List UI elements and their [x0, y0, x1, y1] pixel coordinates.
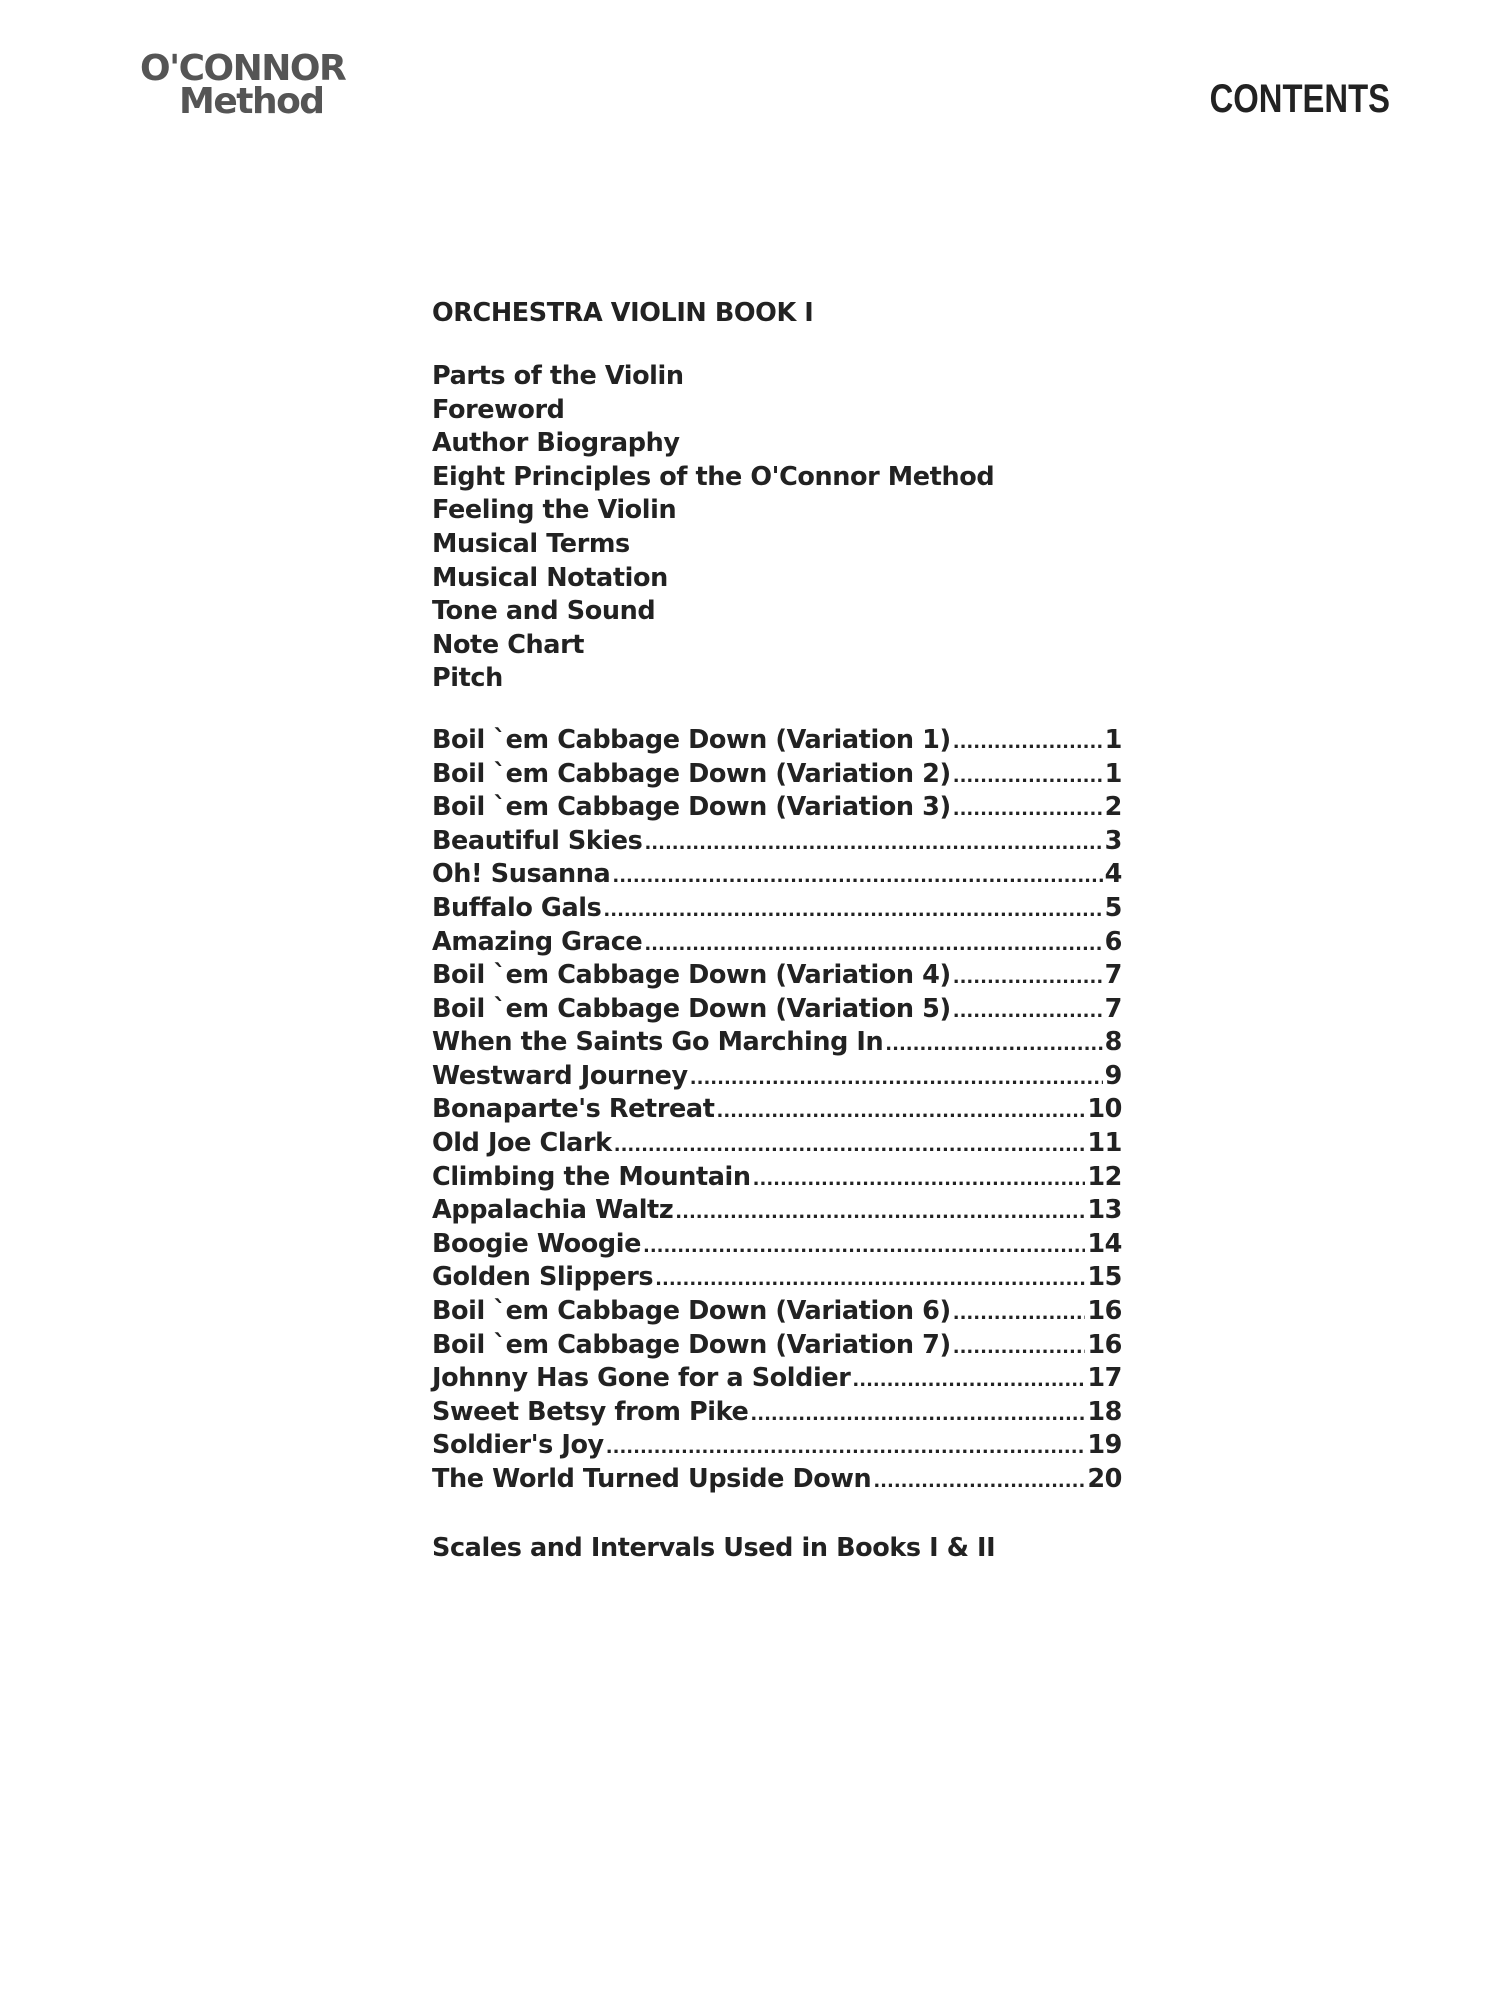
entry-title: When the Saints Go Marching In — [432, 1027, 884, 1058]
front-matter-item: Foreword — [432, 394, 565, 425]
toc-entry — [432, 1329, 1122, 1363]
entry-title: Boil `em Cabbage Down (Variation 7) — [432, 1329, 951, 1360]
toc-entry — [432, 993, 1122, 1027]
toc-entry — [432, 1295, 1122, 1329]
front-matter-list — [432, 360, 1122, 696]
entry-page-number: 2 — [1104, 792, 1122, 823]
front-matter-item: Eight Principles of the O'Connor Method — [432, 461, 995, 492]
entry-title: Beautiful Skies — [432, 825, 643, 856]
entry-page-number: 1 — [1104, 724, 1122, 755]
dot-leader — [953, 1329, 1086, 1365]
toc-entry — [432, 892, 1122, 926]
entry-title: Appalachia Waltz — [432, 1195, 674, 1226]
dot-leader — [873, 1463, 1085, 1499]
dot-leader — [612, 858, 1102, 894]
dot-leader — [885, 1026, 1102, 1062]
toc-entry — [432, 758, 1122, 792]
dot-leader — [750, 1396, 1085, 1432]
dot-leader — [953, 1295, 1086, 1331]
front-matter-item: Author Biography — [432, 428, 680, 459]
entry-title: Boil `em Cabbage Down (Variation 1) — [432, 724, 951, 755]
dot-leader — [953, 758, 1103, 794]
entry-page-number: 18 — [1087, 1396, 1122, 1427]
entry-title: Boil `em Cabbage Down (Variation 4) — [432, 960, 951, 991]
dot-leader — [953, 993, 1103, 1029]
dot-leader — [717, 1093, 1086, 1129]
entry-page-number: 11 — [1087, 1128, 1122, 1159]
entry-page-number: 1 — [1104, 758, 1122, 789]
toc-entry — [432, 1396, 1122, 1430]
logo-line-1: O'CONNOR — [140, 48, 346, 89]
toc-entry — [432, 1194, 1122, 1228]
scales-and-intervals-item: Scales and Intervals Used in Books I & II — [432, 1532, 996, 1563]
entry-page-number: 6 — [1104, 926, 1122, 957]
dot-leader — [852, 1362, 1085, 1398]
entry-title: Boil `em Cabbage Down (Variation 2) — [432, 758, 951, 789]
oconnor-method-logo — [140, 48, 370, 122]
entry-title: Sweet Betsy from Pike — [432, 1396, 749, 1427]
front-matter-item: Musical Notation — [432, 562, 668, 593]
entry-title: Buffalo Gals — [432, 892, 602, 923]
entry-title: Oh! Susanna — [432, 859, 611, 890]
page-title: CONTENTS — [1209, 77, 1390, 121]
dot-leader — [953, 959, 1103, 995]
toc-entry — [432, 858, 1122, 892]
toc-entry — [432, 1127, 1122, 1161]
entry-page-number: 4 — [1104, 859, 1122, 890]
dot-leader — [643, 1228, 1085, 1264]
entry-page-number: 16 — [1087, 1329, 1122, 1360]
dot-leader — [675, 1194, 1085, 1230]
toc-entry — [432, 1026, 1122, 1060]
front-matter-item: Note Chart — [432, 629, 585, 660]
front-matter-item: Tone and Sound — [432, 596, 656, 627]
entry-title: Johnny Has Gone for a Soldier — [432, 1363, 851, 1394]
dot-leader — [953, 791, 1103, 827]
entry-page-number: 16 — [1087, 1296, 1122, 1327]
entry-title: Boogie Woogie — [432, 1228, 641, 1259]
entry-title: Boil `em Cabbage Down (Variation 5) — [432, 993, 951, 1024]
dot-leader — [614, 1127, 1086, 1163]
toc-entry — [432, 1060, 1122, 1094]
toc-entry — [432, 1161, 1122, 1195]
entry-title: Boil `em Cabbage Down (Variation 3) — [432, 792, 951, 823]
entry-title: Amazing Grace — [432, 926, 643, 957]
entry-page-number: 12 — [1087, 1161, 1122, 1192]
entry-title: The World Turned Upside Down — [432, 1464, 872, 1494]
front-matter-item: Parts of the Violin — [432, 361, 684, 391]
toc-entry — [432, 1228, 1122, 1262]
entry-title: Bonaparte's Retreat — [432, 1094, 715, 1125]
toc-entry — [432, 825, 1122, 859]
dot-leader — [606, 1429, 1086, 1465]
dot-leader — [690, 1060, 1103, 1096]
entry-page-number: 5 — [1104, 892, 1122, 923]
entry-page-number: 7 — [1104, 960, 1122, 991]
toc-entry — [432, 1362, 1122, 1396]
toc-entry — [432, 791, 1122, 825]
dot-leader — [953, 724, 1103, 760]
book-title: ORCHESTRA VIOLIN BOOK I — [432, 298, 814, 328]
toc-entry — [432, 1429, 1122, 1463]
entry-page-number: 19 — [1087, 1430, 1122, 1461]
entry-page-number: 10 — [1087, 1094, 1122, 1125]
toc-entry — [432, 1093, 1122, 1127]
table-of-contents — [432, 296, 1122, 1565]
front-matter-item: Pitch — [432, 663, 503, 694]
toc-entry — [432, 926, 1122, 960]
logo-line-2: Method — [179, 81, 324, 122]
toc-entry — [432, 959, 1122, 993]
entry-page-number: 15 — [1087, 1262, 1122, 1293]
dot-leader — [603, 892, 1102, 928]
entry-title: Golden Slippers — [432, 1262, 654, 1293]
entry-title: Climbing the Mountain — [432, 1161, 751, 1192]
dot-leader — [644, 825, 1102, 861]
toc-entry — [432, 1463, 1122, 1497]
entry-page-number: 17 — [1087, 1363, 1122, 1394]
entry-page-number: 14 — [1087, 1228, 1122, 1259]
front-matter-item: Musical Terms — [432, 528, 630, 559]
dot-leader — [655, 1261, 1085, 1297]
song-list — [432, 724, 1122, 1497]
entry-title: Westward Journey — [432, 1060, 688, 1091]
toc-entry — [432, 724, 1122, 758]
dot-leader — [753, 1161, 1086, 1197]
front-matter-item: Feeling the Violin — [432, 495, 677, 526]
toc-entry — [432, 1261, 1122, 1295]
entry-title: Boil `em Cabbage Down (Variation 6) — [432, 1296, 951, 1327]
entry-page-number: 20 — [1087, 1464, 1122, 1494]
entry-page-number: 9 — [1104, 1060, 1122, 1091]
entry-page-number: 7 — [1104, 993, 1122, 1024]
entry-title: Soldier's Joy — [432, 1430, 604, 1461]
entry-page-number: 3 — [1104, 825, 1122, 856]
dot-leader — [644, 926, 1102, 962]
entry-page-number: 13 — [1087, 1195, 1122, 1226]
entry-title: Old Joe Clark — [432, 1128, 612, 1159]
entry-page-number: 8 — [1104, 1027, 1122, 1058]
